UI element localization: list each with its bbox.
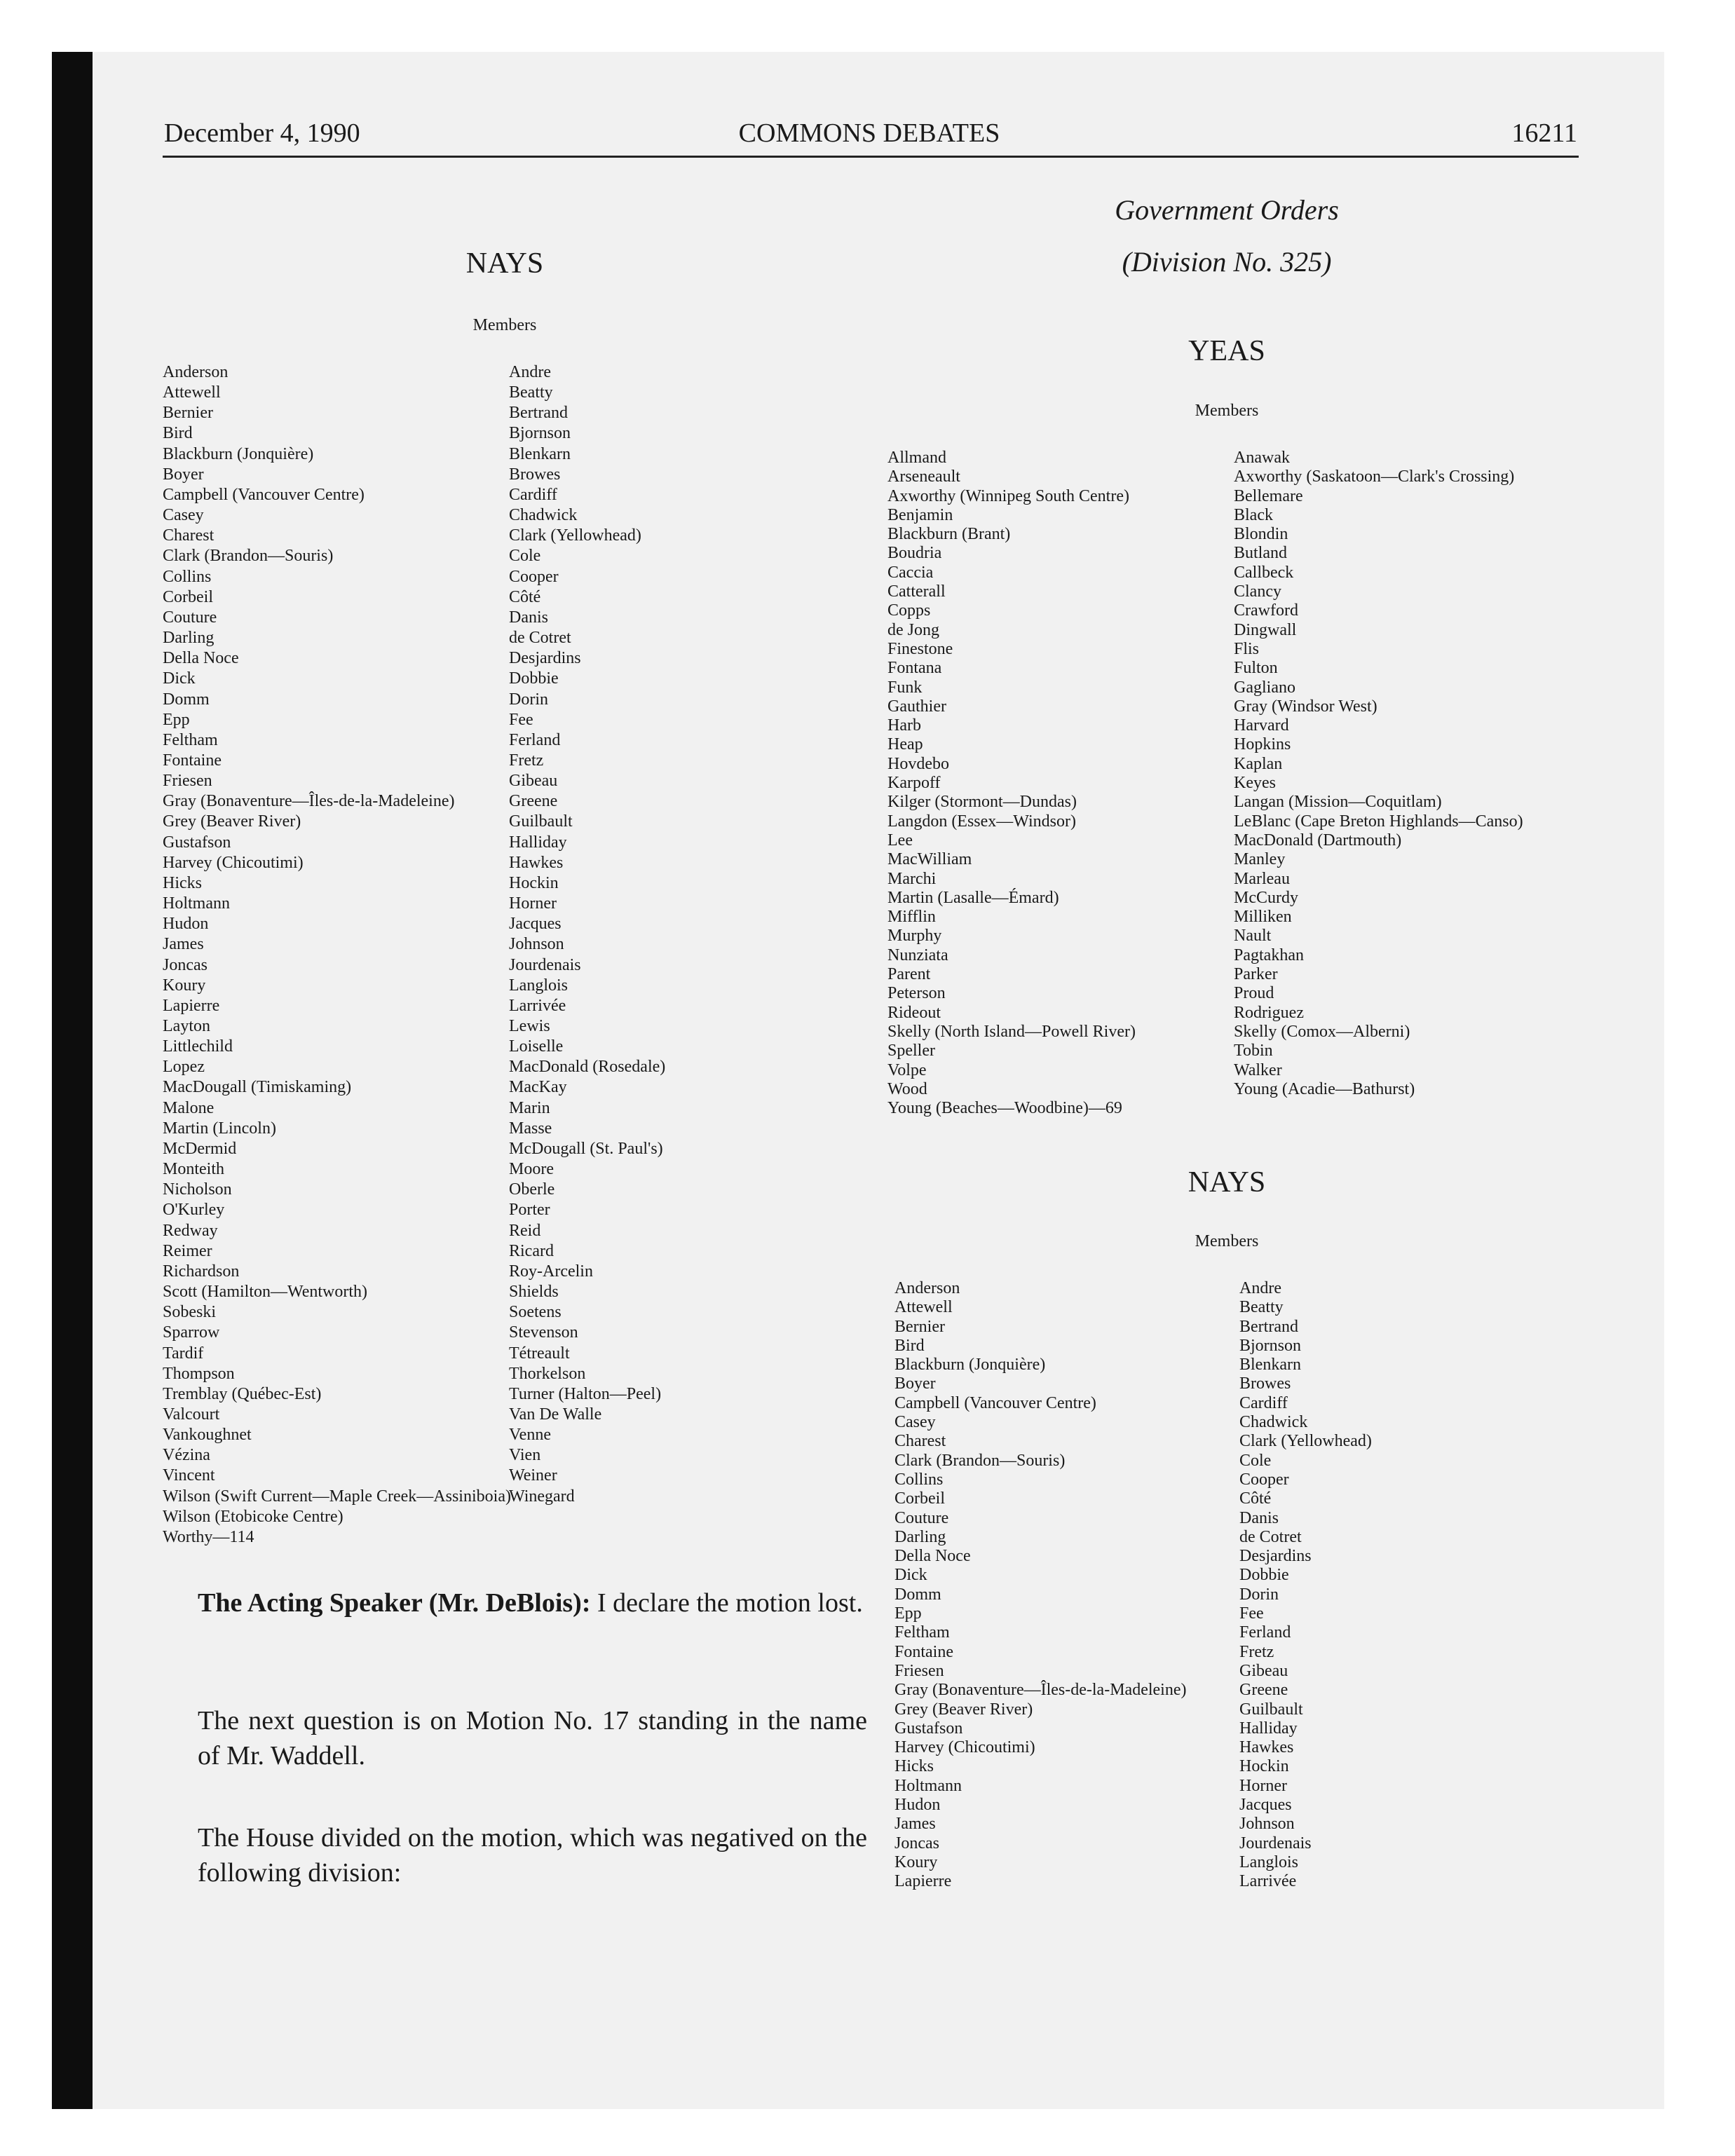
member-name: Tardif bbox=[163, 1344, 204, 1363]
member-name: Ricard bbox=[509, 1241, 554, 1260]
member-name: Arseneault bbox=[887, 468, 960, 486]
member-name: Hicks bbox=[894, 1757, 934, 1776]
section-title: Government Orders bbox=[1115, 194, 1339, 226]
member-name: Gauthier bbox=[887, 697, 946, 716]
member-name: Bernier bbox=[894, 1317, 945, 1336]
member-name: Charest bbox=[163, 526, 215, 545]
member-name: Johnson bbox=[1239, 1815, 1295, 1834]
member-name: Anderson bbox=[894, 1279, 960, 1297]
member-name: Sobeski bbox=[163, 1303, 217, 1322]
member-name: MacDougall (Timiskaming) bbox=[163, 1078, 352, 1097]
member-name: Black bbox=[1234, 505, 1273, 524]
member-name: de Jong bbox=[887, 620, 939, 639]
speaker-name: The Acting Speaker (Mr. DeBlois): bbox=[198, 1588, 591, 1618]
member-name: Catterall bbox=[887, 582, 946, 601]
member-name: Nicholson bbox=[163, 1180, 232, 1199]
member-name: Tobin bbox=[1234, 1042, 1273, 1060]
member-name: Domm bbox=[894, 1585, 941, 1604]
member-name: Epp bbox=[894, 1604, 922, 1623]
yeas-heading: YEAS bbox=[1188, 335, 1265, 367]
member-name: Thompson bbox=[163, 1364, 235, 1383]
member-name: Joncas bbox=[163, 955, 207, 974]
member-name: Fretz bbox=[509, 751, 544, 770]
member-name: MacWilliam bbox=[887, 850, 972, 869]
right-nays-column-a bbox=[894, 1279, 1186, 1892]
member-name: Skelly (North Island—Powell River) bbox=[887, 1022, 1136, 1041]
member-name: Hudon bbox=[163, 915, 209, 934]
member-name: Bjornson bbox=[509, 424, 571, 443]
member-name: Allmand bbox=[887, 449, 946, 467]
member-name: Langan (Mission—Coquitlam) bbox=[1234, 793, 1442, 812]
member-name: Mifflin bbox=[887, 908, 936, 927]
member-name: Hudon bbox=[894, 1796, 941, 1815]
member-name: Côté bbox=[1239, 1489, 1272, 1508]
member-name: Fontaine bbox=[163, 751, 222, 770]
member-name: O'Kurley bbox=[163, 1201, 225, 1220]
member-name: Funk bbox=[887, 678, 923, 697]
yeas-column-a bbox=[887, 449, 1136, 1118]
member-name: Collins bbox=[163, 567, 212, 586]
member-name: Stevenson bbox=[509, 1323, 578, 1342]
left-nays-column-a bbox=[163, 362, 511, 1548]
member-name: Langlois bbox=[1239, 1853, 1298, 1871]
member-name: Blackburn (Jonquière) bbox=[894, 1356, 1046, 1374]
member-name: Young (Beaches—Woodbine)—69 bbox=[887, 1099, 1122, 1118]
member-name: Parent bbox=[887, 965, 931, 984]
member-name: Harb bbox=[887, 716, 921, 735]
member-name: Chadwick bbox=[509, 506, 578, 525]
member-name: Gibeau bbox=[1239, 1661, 1288, 1680]
member-name: Cardiff bbox=[509, 485, 557, 504]
member-name: Casey bbox=[163, 506, 204, 525]
next-question-paragraph: The next question is on Motion No. 17 standing in the name of Mr. Waddell. bbox=[198, 1706, 867, 1770]
member-name: Bernier bbox=[163, 404, 213, 423]
member-name: Domm bbox=[163, 690, 210, 709]
member-name: Charest bbox=[894, 1432, 946, 1451]
header-page-number: 16211 bbox=[1511, 118, 1577, 148]
member-name: Roy-Arcelin bbox=[509, 1262, 593, 1281]
member-name: Horner bbox=[1239, 1776, 1287, 1795]
member-name: Epp bbox=[163, 710, 190, 729]
member-name: Bertrand bbox=[1239, 1317, 1298, 1336]
member-name: Wood bbox=[887, 1079, 927, 1098]
member-name: Campbell (Vancouver Centre) bbox=[894, 1393, 1096, 1412]
member-name: Harvey (Chicoutimi) bbox=[163, 853, 304, 872]
member-name: Winegard bbox=[509, 1487, 575, 1506]
member-name: Della Noce bbox=[894, 1547, 971, 1566]
member-name: Holtmann bbox=[163, 894, 230, 913]
member-name: Nunziata bbox=[887, 946, 948, 964]
member-name: Grey (Beaver River) bbox=[894, 1700, 1033, 1719]
member-name: LeBlanc (Cape Breton Highlands—Canso) bbox=[1234, 812, 1523, 831]
member-name: Axworthy (Winnipeg South Centre) bbox=[887, 486, 1129, 505]
member-name: Corbeil bbox=[894, 1489, 945, 1508]
member-name: Andre bbox=[1239, 1279, 1281, 1297]
member-name: Shields bbox=[509, 1283, 559, 1302]
member-name: Andre bbox=[509, 363, 551, 381]
member-name: Valcourt bbox=[163, 1405, 220, 1424]
member-name: James bbox=[163, 935, 204, 954]
member-name: Clark (Brandon—Souris) bbox=[163, 547, 334, 566]
yeas-column-b bbox=[1234, 449, 1523, 1099]
member-name: Martin (Lincoln) bbox=[163, 1119, 276, 1138]
member-name: Blondin bbox=[1234, 525, 1288, 544]
member-name: Lee bbox=[887, 831, 913, 850]
member-name: McCurdy bbox=[1234, 888, 1298, 907]
member-name: Rideout bbox=[887, 1003, 941, 1022]
member-name: Turner (Halton—Peel) bbox=[509, 1384, 662, 1403]
member-name: Halliday bbox=[509, 833, 567, 852]
member-name: Vézina bbox=[163, 1446, 210, 1465]
member-name: Benjamin bbox=[887, 505, 953, 524]
member-name: Hawkes bbox=[1239, 1738, 1294, 1757]
member-name: Skelly (Comox—Alberni) bbox=[1234, 1022, 1410, 1041]
member-name: James bbox=[894, 1815, 936, 1834]
member-name: Soetens bbox=[509, 1303, 562, 1322]
member-name: Finestone bbox=[887, 639, 953, 658]
member-name: Vien bbox=[509, 1446, 541, 1465]
member-name: Gray (Bonaventure—Îles-de-la-Madeleine) bbox=[163, 792, 455, 811]
member-name: Milliken bbox=[1234, 908, 1292, 927]
member-name: Monteith bbox=[163, 1160, 224, 1179]
member-name: Karpoff bbox=[887, 774, 941, 793]
member-name: Hockin bbox=[509, 873, 559, 892]
member-name: Blenkarn bbox=[1239, 1356, 1301, 1374]
member-name: Gagliano bbox=[1234, 678, 1295, 697]
member-name: Gray (Windsor West) bbox=[1234, 697, 1377, 716]
yeas-members-label: Members bbox=[1195, 402, 1259, 420]
member-name: Manley bbox=[1234, 850, 1286, 869]
member-name: Johnson bbox=[509, 935, 564, 954]
member-name: Darling bbox=[894, 1527, 946, 1546]
left-members-label: Members bbox=[472, 316, 537, 334]
member-name: Wilson (Etobicoke Centre) bbox=[163, 1507, 343, 1526]
member-name: Hovdebo bbox=[887, 754, 949, 773]
member-name: Collins bbox=[894, 1470, 944, 1489]
member-name: Marchi bbox=[887, 869, 937, 888]
member-name: Kilger (Stormont—Dundas) bbox=[887, 793, 1077, 812]
member-name: Clark (Yellowhead) bbox=[1239, 1432, 1372, 1451]
member-name: Dick bbox=[894, 1566, 927, 1585]
member-name: Langlois bbox=[509, 976, 568, 995]
member-name: Attewell bbox=[163, 383, 221, 402]
member-name: Fretz bbox=[1239, 1642, 1274, 1661]
member-name: Hockin bbox=[1239, 1757, 1289, 1776]
member-name: Axworthy (Saskatoon—Clark's Crossing) bbox=[1234, 468, 1515, 486]
member-name: Grey (Beaver River) bbox=[163, 812, 301, 831]
member-name: Dorin bbox=[1239, 1585, 1279, 1604]
member-name: Clark (Yellowhead) bbox=[509, 526, 641, 545]
member-name: Ferland bbox=[509, 730, 561, 749]
member-name: Walker bbox=[1234, 1060, 1282, 1079]
member-name: Marin bbox=[509, 1098, 550, 1117]
member-name: Dingwall bbox=[1234, 620, 1297, 639]
member-name: Browes bbox=[1239, 1374, 1291, 1393]
member-name: Pagtakhan bbox=[1234, 946, 1304, 964]
member-name: Beatty bbox=[1239, 1298, 1284, 1317]
member-name: Caccia bbox=[887, 563, 934, 582]
member-name: Chadwick bbox=[1239, 1413, 1308, 1432]
member-name: Friesen bbox=[163, 772, 212, 791]
member-name: Hawkes bbox=[509, 853, 564, 872]
member-name: Holtmann bbox=[894, 1776, 962, 1795]
member-name: Richardson bbox=[163, 1262, 240, 1281]
member-name: Gray (Bonaventure—Îles-de-la-Madeleine) bbox=[894, 1681, 1187, 1700]
member-name: Proud bbox=[1234, 984, 1274, 1003]
member-name: Couture bbox=[163, 608, 217, 627]
member-name: Casey bbox=[894, 1413, 936, 1432]
member-name: Côté bbox=[509, 587, 541, 606]
member-name: Marleau bbox=[1234, 869, 1290, 888]
member-name: McDermid bbox=[163, 1139, 237, 1158]
member-name: Jourdenais bbox=[1239, 1834, 1312, 1853]
member-name: Littlechild bbox=[163, 1037, 233, 1056]
member-name: McDougall (St. Paul's) bbox=[509, 1139, 663, 1158]
member-name: Couture bbox=[894, 1508, 949, 1527]
member-name: Tétreault bbox=[509, 1344, 570, 1363]
member-name: Thorkelson bbox=[509, 1364, 586, 1383]
member-name: Tremblay (Québec-Est) bbox=[163, 1384, 322, 1403]
member-name: Greene bbox=[1239, 1681, 1288, 1700]
member-name: Koury bbox=[163, 976, 206, 995]
member-name: Horner bbox=[509, 894, 557, 913]
member-name: Boudria bbox=[887, 544, 942, 563]
scan-binding-edge bbox=[52, 52, 93, 2109]
speaker-text: I declare the motion lost. bbox=[590, 1588, 863, 1618]
acting-speaker-statement bbox=[198, 1585, 867, 1621]
member-name: Dick bbox=[163, 669, 196, 688]
member-name: Malone bbox=[163, 1098, 215, 1117]
member-name: Kaplan bbox=[1234, 754, 1283, 773]
member-name: Rodriguez bbox=[1234, 1003, 1304, 1022]
member-name: Reimer bbox=[163, 1241, 212, 1260]
member-name: Fee bbox=[1239, 1604, 1264, 1623]
member-name: Gustafson bbox=[163, 833, 231, 852]
member-name: Loiselle bbox=[509, 1037, 564, 1056]
member-name: de Cotret bbox=[1239, 1527, 1302, 1546]
member-name: Reid bbox=[509, 1221, 541, 1240]
member-name: Ferland bbox=[1239, 1623, 1291, 1642]
member-name: Beatty bbox=[509, 383, 553, 402]
member-name: Martin (Lasalle—Émard) bbox=[887, 888, 1059, 907]
division-label: (Division No. 325) bbox=[1122, 246, 1332, 278]
member-name: Nault bbox=[1234, 927, 1272, 946]
member-name: Attewell bbox=[894, 1298, 953, 1317]
member-name: Redway bbox=[163, 1221, 218, 1240]
member-name: Browes bbox=[509, 465, 561, 484]
member-name: Van De Walle bbox=[509, 1405, 602, 1424]
member-name: MacDonald (Rosedale) bbox=[509, 1058, 666, 1077]
member-name: Lewis bbox=[509, 1017, 550, 1035]
member-name: Vankoughnet bbox=[163, 1426, 252, 1445]
member-name: Crawford bbox=[1234, 601, 1298, 620]
member-name: Anderson bbox=[163, 363, 229, 381]
member-name: Boyer bbox=[163, 465, 204, 484]
member-name: Guilbault bbox=[509, 812, 573, 831]
member-name: Cooper bbox=[1239, 1470, 1289, 1489]
member-name: Bjornson bbox=[1239, 1336, 1302, 1355]
header-date: December 4, 1990 bbox=[164, 118, 360, 148]
member-name: MacKay bbox=[509, 1078, 567, 1097]
member-name: Friesen bbox=[894, 1661, 944, 1680]
member-name: Bird bbox=[894, 1336, 925, 1355]
member-name: Flis bbox=[1234, 639, 1260, 658]
member-name: Jourdenais bbox=[509, 955, 581, 974]
member-name: Guilbault bbox=[1239, 1700, 1303, 1719]
member-name: Anawak bbox=[1234, 449, 1290, 467]
left-nays-column-b bbox=[509, 362, 665, 1507]
member-name: Danis bbox=[509, 608, 548, 627]
member-name: Volpe bbox=[887, 1060, 927, 1079]
member-name: Cole bbox=[509, 547, 541, 566]
member-name: Speller bbox=[887, 1042, 935, 1060]
member-name: Joncas bbox=[894, 1834, 939, 1853]
member-name: Masse bbox=[509, 1119, 552, 1138]
member-name: Callbeck bbox=[1234, 563, 1294, 582]
member-name: Desjardins bbox=[509, 649, 581, 668]
member-name: Bellemare bbox=[1234, 486, 1303, 505]
member-name: Bird bbox=[163, 424, 193, 443]
member-name: Blackburn (Brant) bbox=[887, 525, 1011, 544]
member-name: Cardiff bbox=[1239, 1393, 1288, 1412]
member-name: Harvard bbox=[1234, 716, 1289, 735]
left-nays-heading: NAYS bbox=[465, 247, 544, 280]
member-name: Greene bbox=[509, 792, 558, 811]
right-nays-members-label: Members bbox=[1195, 1232, 1259, 1250]
member-name: Dobbie bbox=[509, 669, 559, 688]
member-name: Gibeau bbox=[509, 772, 558, 791]
member-name: Darling bbox=[163, 629, 215, 648]
member-name: Young (Acadie—Bathurst) bbox=[1234, 1079, 1415, 1098]
member-name: Feltham bbox=[894, 1623, 950, 1642]
member-name: Campbell (Vancouver Centre) bbox=[163, 485, 365, 504]
member-name: Butland bbox=[1234, 544, 1287, 563]
member-name: Peterson bbox=[887, 984, 946, 1003]
member-name: Dobbie bbox=[1239, 1566, 1289, 1585]
member-name: Sparrow bbox=[163, 1323, 220, 1342]
member-name: Fulton bbox=[1234, 659, 1278, 678]
member-name: Danis bbox=[1239, 1508, 1279, 1527]
member-name: Clark (Brandon—Souris) bbox=[894, 1451, 1066, 1470]
member-name: Corbeil bbox=[163, 587, 213, 606]
member-name: Heap bbox=[887, 735, 923, 754]
member-name: Bertrand bbox=[509, 404, 568, 423]
right-nays-heading: NAYS bbox=[1188, 1166, 1266, 1199]
member-name: Hicks bbox=[163, 873, 202, 892]
member-name: Blackburn (Jonquière) bbox=[163, 444, 314, 463]
member-name: Murphy bbox=[887, 927, 942, 946]
member-name: Lapierre bbox=[894, 1872, 952, 1891]
division-paragraph: The House divided on the motion, which was negatived on the following division: bbox=[198, 1823, 867, 1888]
header-publication: COMMONS DEBATES bbox=[738, 118, 1000, 148]
member-name: Weiner bbox=[509, 1466, 557, 1485]
member-name: Langdon (Essex—Windsor) bbox=[887, 812, 1076, 831]
member-name: Koury bbox=[894, 1853, 938, 1871]
member-name: de Cotret bbox=[509, 629, 571, 648]
member-name: Scott (Hamilton—Wentworth) bbox=[163, 1283, 368, 1302]
member-name: Gustafson bbox=[894, 1719, 963, 1738]
member-name: Vincent bbox=[163, 1466, 215, 1485]
member-name: Cole bbox=[1239, 1451, 1272, 1470]
member-name: Worthy—114 bbox=[163, 1527, 254, 1546]
member-name: Halliday bbox=[1239, 1719, 1298, 1738]
member-name: Layton bbox=[163, 1017, 210, 1035]
header-rule bbox=[163, 156, 1579, 158]
member-name: Porter bbox=[509, 1201, 550, 1220]
member-name: Cooper bbox=[509, 567, 559, 586]
right-nays-column-b bbox=[1239, 1279, 1372, 1892]
member-name: Venne bbox=[509, 1426, 551, 1445]
member-name: Lopez bbox=[163, 1058, 205, 1077]
member-name: Fontaine bbox=[894, 1642, 953, 1661]
member-name: Moore bbox=[509, 1160, 554, 1179]
member-name: Copps bbox=[887, 601, 931, 620]
member-name: Larrivée bbox=[1239, 1872, 1297, 1891]
member-name: Fee bbox=[509, 710, 533, 729]
member-name: Wilson (Swift Current—Maple Creek—Assiniboia) bbox=[163, 1487, 511, 1506]
member-name: Dorin bbox=[509, 690, 548, 709]
member-name: Della Noce bbox=[163, 649, 239, 668]
member-name: Feltham bbox=[163, 730, 218, 749]
member-name: Jacques bbox=[1239, 1796, 1292, 1815]
member-name: Keyes bbox=[1234, 774, 1276, 793]
member-name: Jacques bbox=[509, 915, 562, 934]
member-name: Lapierre bbox=[163, 996, 220, 1015]
member-name: Parker bbox=[1234, 965, 1278, 984]
member-name: Fontana bbox=[887, 659, 942, 678]
member-name: Harvey (Chicoutimi) bbox=[894, 1738, 1035, 1757]
member-name: MacDonald (Dartmouth) bbox=[1234, 831, 1402, 850]
member-name: Boyer bbox=[894, 1374, 936, 1393]
member-name: Desjardins bbox=[1239, 1547, 1312, 1566]
member-name: Larrivée bbox=[509, 996, 566, 1015]
member-name: Hopkins bbox=[1234, 735, 1291, 754]
member-name: Clancy bbox=[1234, 582, 1281, 601]
member-name: Blenkarn bbox=[509, 444, 571, 463]
member-name: Oberle bbox=[509, 1180, 555, 1199]
